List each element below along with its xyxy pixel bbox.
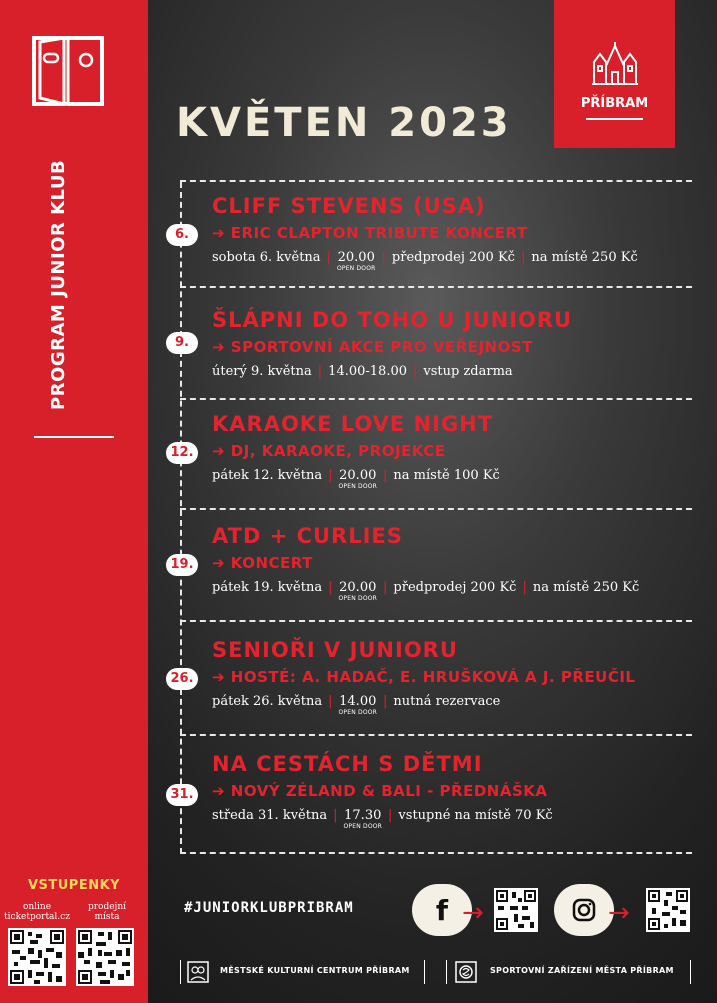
svg-text:f: f xyxy=(435,894,449,927)
event-title: CLIFF STEVENS (USA) xyxy=(212,194,486,218)
event-title: ATD + CURLIES xyxy=(212,524,403,548)
event-subtitle: ➔ SPORTOVNÍ AKCE PRO VEŘEJNOST xyxy=(212,338,533,356)
mkc-logo-icon xyxy=(186,960,210,984)
event-time: 20.00 xyxy=(339,468,377,483)
event-date: 6. xyxy=(166,224,198,246)
event-day: pátek 12. května xyxy=(212,468,323,483)
event-info: středa 31. května | 17.30 OPEN DOOR | vstupné na místě 70 Kč xyxy=(212,808,553,830)
event-date: 26. xyxy=(166,668,198,690)
footer-org-szm: SPORTOVNÍ ZAŘÍZENÍ MĚSTA PŘÍBRAM xyxy=(490,966,674,975)
event-time: 20.00 xyxy=(337,250,375,265)
event-title: SENIOŘI V JUNIORU xyxy=(212,638,458,662)
event-time-block xyxy=(338,468,377,490)
event-date: 19. xyxy=(166,554,198,576)
event-subtitle: ➔ NOVÝ ZÉLAND & BALI - PŘEDNÁŠKA xyxy=(212,782,548,800)
qr-code-instagram[interactable] xyxy=(646,888,690,932)
open-door-label: OPEN DOOR xyxy=(338,709,378,716)
open-door-label: OPEN DOOR xyxy=(338,483,378,490)
event-day: úterý 9. května xyxy=(212,364,312,379)
instagram-glyph xyxy=(554,884,614,936)
event-time: 14.00 xyxy=(339,694,377,709)
tickets-heading: VSTUPENKY xyxy=(27,878,121,893)
event-info: pátek 12. května | 20.00 OPEN DOOR | na místě 100 Kč xyxy=(212,468,500,490)
event-date: 9. xyxy=(166,332,198,354)
month-title: KVĚTEN 2023 xyxy=(176,100,512,146)
online-label xyxy=(4,902,70,922)
qr-code-facebook[interactable] xyxy=(494,888,538,932)
footer-divider xyxy=(690,960,691,984)
event-time: 20.00 xyxy=(339,580,377,595)
instagram-icon[interactable] xyxy=(554,884,614,936)
open-door-label: OPEN DOOR xyxy=(336,265,376,272)
arrow-right-icon: → xyxy=(608,898,630,928)
event-time: 14.00-18.00 xyxy=(328,364,407,379)
event-day: pátek 19. května xyxy=(212,580,323,595)
event-time-block xyxy=(328,364,407,379)
event-date: 12. xyxy=(166,442,198,464)
badge-underline xyxy=(586,118,643,120)
sidebar xyxy=(0,0,148,1003)
event-price-door: na místě 250 Kč xyxy=(532,580,640,595)
footer-org-mkc: MĚSTSKÉ KULTURNÍ CENTRUM PŘÍBRAM xyxy=(220,966,410,975)
qr-code-online[interactable] xyxy=(8,928,66,986)
open-door-label: OPEN DOOR xyxy=(343,823,383,830)
footer-divider xyxy=(424,960,425,984)
divider xyxy=(180,398,692,400)
castle-icon xyxy=(590,40,640,86)
footer-divider xyxy=(180,960,181,984)
event-price: nutná rezervace xyxy=(393,694,501,709)
divider xyxy=(180,734,692,736)
event-day: pátek 26. května xyxy=(212,694,323,709)
event-price-door: na místě 250 Kč xyxy=(531,250,638,265)
event-price: vstupné na místě 70 Kč xyxy=(398,808,553,823)
event-title: ŠLÁPNI DO TOHO U JUNIORU xyxy=(212,308,573,332)
online-text: online xyxy=(22,902,52,912)
szm-logo-icon xyxy=(454,960,478,984)
event-subtitle: ➔ HOSTÉ: A. HADAČ, E. HRUŠKOVÁ A J. PŘEUČIL xyxy=(212,668,636,686)
divider xyxy=(180,852,692,854)
divider xyxy=(180,286,692,288)
presale-label xyxy=(74,902,140,922)
event-subtitle: ➔ KONCERT xyxy=(212,554,313,572)
event-info: pátek 26. května | 14.00 OPEN DOOR | nutná rezervace xyxy=(212,694,501,716)
event-subtitle: ➔ ERIC CLAPTON TRIBUTE KONCERT xyxy=(212,224,528,242)
event-day: sobota 6. května xyxy=(212,250,321,265)
pribram-badge xyxy=(554,0,675,148)
event-time-block xyxy=(343,808,382,830)
arrow-right-icon: → xyxy=(462,898,484,928)
event-price: předprodej 200 Kč xyxy=(393,580,517,595)
event-time: 17.30 xyxy=(344,808,382,823)
event-title: KARAOKE LOVE NIGHT xyxy=(212,412,494,436)
event-title: NA CESTÁCH S DĚTMI xyxy=(212,752,483,776)
event-price: vstup zdarma xyxy=(423,364,513,379)
event-time-block xyxy=(338,694,377,716)
qr-code-presale[interactable] xyxy=(76,928,134,986)
event-date: 31. xyxy=(166,784,198,806)
event-info: sobota 6. května | 20.00 OPEN DOOR | předprodej 200 Kč | na místě 250 Kč xyxy=(212,250,638,272)
divider xyxy=(180,620,692,622)
open-door-label: OPEN DOOR xyxy=(338,595,378,602)
event-info: úterý 9. května | 14.00-18.00 | vstup zdarma xyxy=(212,364,513,379)
presale-text2: místa xyxy=(94,912,120,922)
event-time-block xyxy=(337,250,376,272)
event-subtitle: ➔ DJ, KARAOKE, PROJEKCE xyxy=(212,442,446,460)
event-price: na místě 100 Kč xyxy=(393,468,500,483)
timeline-line xyxy=(180,182,182,854)
divider xyxy=(180,180,692,182)
divider xyxy=(34,436,114,438)
hashtag: #JUNIORKLUBPRIBRAM xyxy=(184,900,354,916)
presale-text: prodejní xyxy=(87,902,127,912)
event-info: pátek 19. května | 20.00 OPEN DOOR | předprodej 200 Kč | na místě 250 Kč xyxy=(212,580,640,602)
divider xyxy=(180,508,692,510)
pribram-label: PŘÍBRAM xyxy=(580,96,649,111)
footer-divider xyxy=(446,960,447,984)
online-site: ticketportal.cz xyxy=(4,912,70,922)
event-time-block xyxy=(338,580,377,602)
event-day: středa 31. května xyxy=(212,808,328,823)
event-price: předprodej 200 Kč xyxy=(391,250,515,265)
vertical-title: PROGRAM JUNIOR KLUB xyxy=(48,159,69,410)
